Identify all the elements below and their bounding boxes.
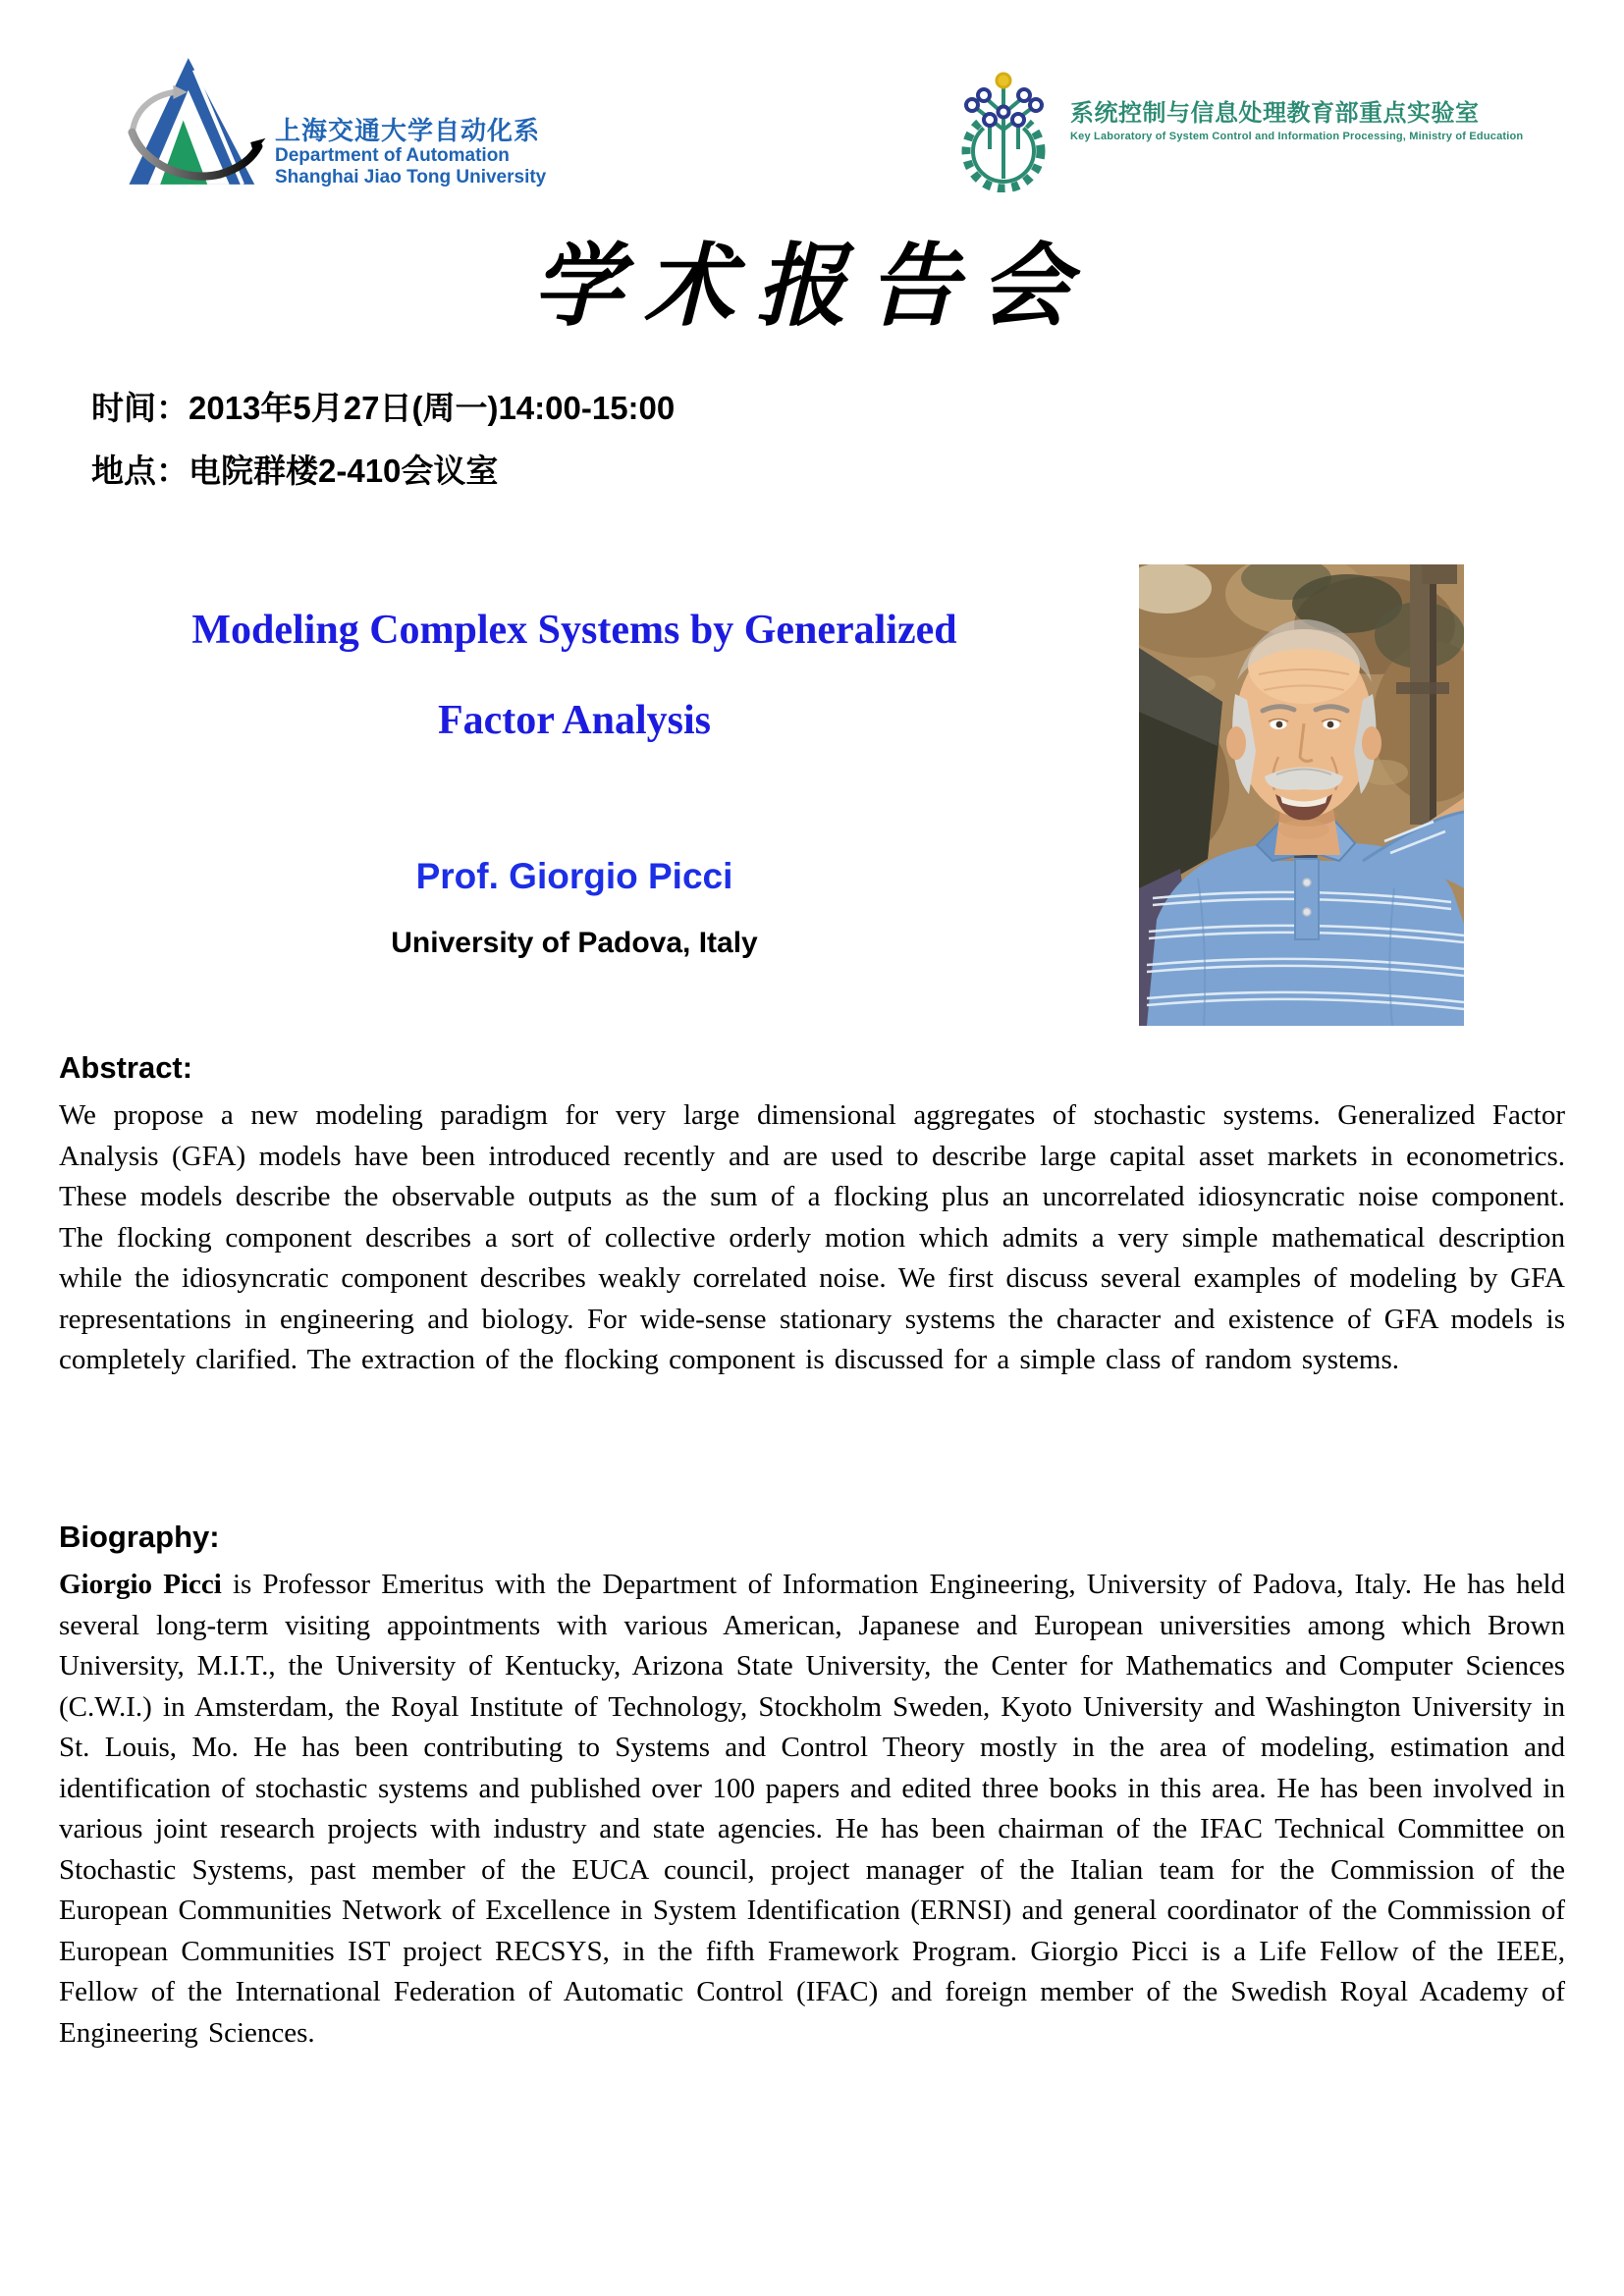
abstract-heading: Abstract:	[59, 1050, 193, 1085]
event-time-row	[91, 389, 675, 428]
seminar-banner-title: 学术报告会	[531, 237, 1092, 337]
time-value: 2013年5月27日(周一)14:00-15:00	[189, 390, 676, 426]
sjtu-automation-emblem-icon	[120, 54, 277, 189]
yellow-node	[997, 74, 1010, 87]
keylab-name-cn: 系统控制与信息处理教育部重点实验室	[1070, 100, 1480, 127]
sjtu-dept-name-cn: 上海交通大学自动化系	[275, 116, 541, 145]
biography-heading: Biography:	[59, 1520, 220, 1554]
speaker-affiliation: University of Padova, Italy	[391, 927, 758, 959]
keylab-name-en: Key Laboratory of System Control and Information Processing, Ministry of Education	[1070, 131, 1524, 142]
biography-section	[59, 1520, 1565, 2054]
biography-text	[59, 1565, 1565, 2054]
time-label: 时间：	[91, 390, 189, 426]
place-value: 电院群楼2-410会议室	[189, 453, 499, 489]
biography-speaker-name: Giorgio Picci	[59, 1569, 222, 1600]
event-info	[91, 389, 675, 514]
abstract-text: We propose a new modeling paradigm for very large dimensional aggregates of stochastic systems. Generalized Factor Analysis (GFA) models have been introduced recently and are used to describe large capital asset markets in econometrics. These models describe the observable outputs as the sum of a flocking plus an uncorrelated idiosyncratic noise component. The flocking component describes a sort of collective orderly motion which admits a very simple mathematical description while the idiosyncratic component describes weakly correlated noise. We first discuss several examples of modeling by GFA representations in engineering and biology. For wide-sense stationary systems the character and existence of GFA models is completely clarified. The extraction of the flocking component is discussed for a simple class of random systems.	[59, 1099, 1565, 1375]
sjtu-automation-logo	[275, 118, 546, 187]
keylab-logo	[1070, 102, 1523, 142]
keylab-gear-circuit-icon	[939, 57, 1056, 192]
abstract-section	[59, 1050, 1565, 1381]
sjtu-dept-name-en: Department of Automation	[275, 145, 510, 166]
biography-body: is Professor Emeritus with the Department of Information Engineering, University of Padova, Italy. He has held several long-term visiting appointments with various American, Japanese and European universities among which Brown University, M.I.T., the University of Kentucky, Arizona State University, the Center for Mathematics and Computer Sciences (C.W.I.) in Amsterdam, the Royal Institute of Technology, Stockholm Sweden, Kyoto University and Washington University in St. Louis, Mo. He has been contributing to Systems and Control Theory mostly in the area of modeling, estimation and identification of stochastic systems and published over 100 papers and edited three books in this area. He has been involved in various joint research projects with industry and state agencies. He has been chairman of the IFAC Technical Committee on Stochastic Systems, past member of the EUCA council, project manager of the Italian team for the Commission of the European Communities Network of Excellence in System Identification (ERNSI) and general coordinator of the Commission of European Communities IST project RECSYS, in the fifth Framework Program. Giorgio Picci is a Life Fellow of the IEEE, Fellow of the International Federation of Automatic Control (IFAC) and foreign member of the Swedish Royal Academy of Engineering Sciences.	[59, 1569, 1565, 2049]
sjtu-university-name-en: Shanghai Jiao Tong University	[275, 167, 547, 187]
event-place-row	[91, 452, 675, 491]
talk-title-line1: Modeling Complex Systems by Generalized	[191, 608, 957, 653]
place-label: 地点：	[91, 453, 189, 489]
talk-title-line2: Factor Analysis	[437, 698, 712, 743]
speaker-name: Prof. Giorgio Picci	[415, 856, 733, 896]
talk-title	[59, 585, 1090, 766]
speaker-photo	[1139, 564, 1464, 1026]
